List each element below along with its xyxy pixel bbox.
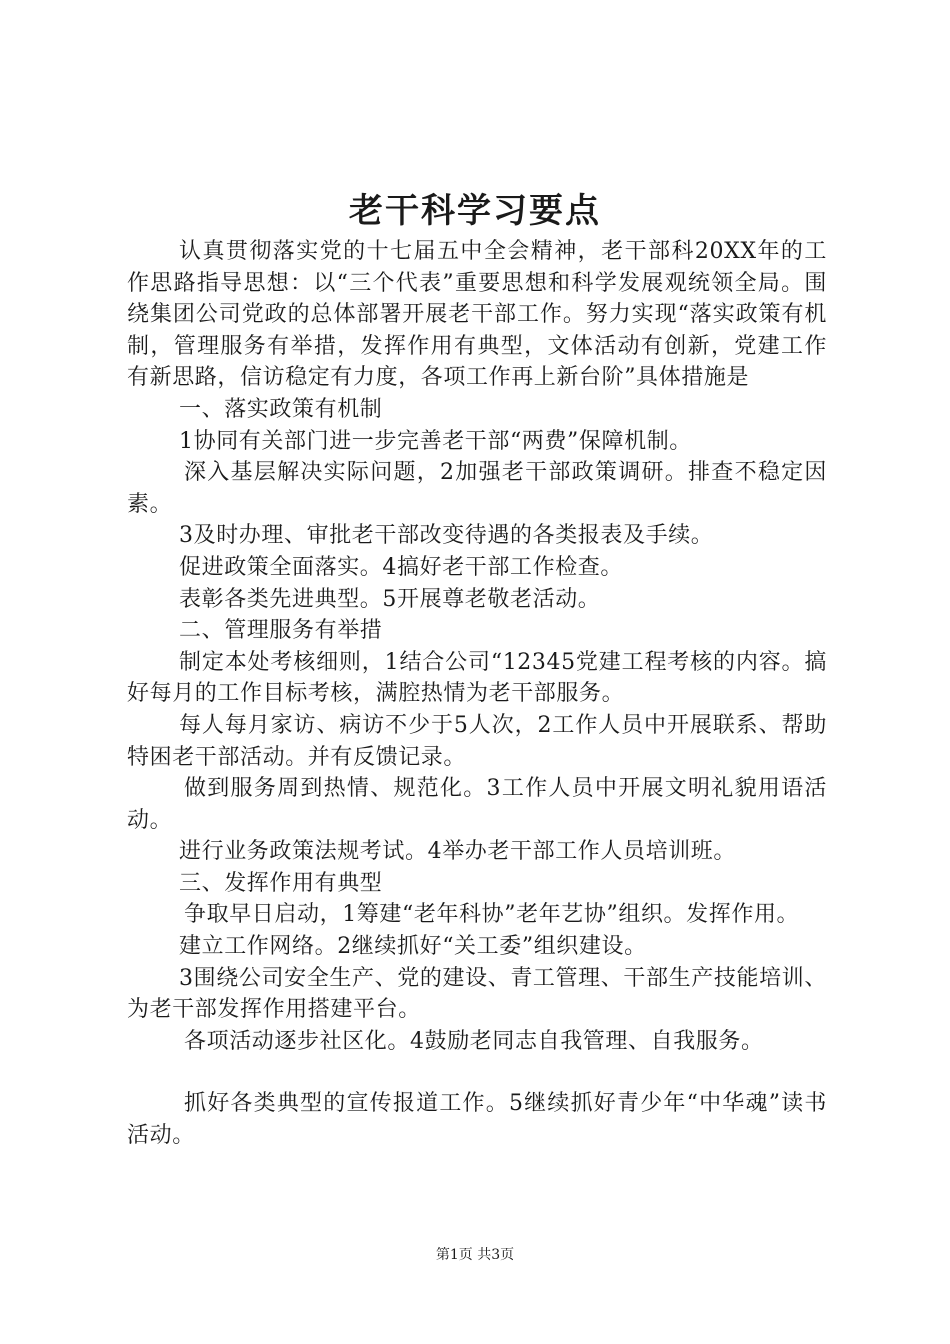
list-item: 进行业务政策法规考试。4举办老干部工作人员培训班。 [179,839,736,865]
section-heading-2: 二、管理服务有举措 [179,618,383,644]
document-title: 老干科学习要点 [349,191,601,231]
list-item: 建立工作网络。2继续抓好“关工委”组织建设。 [179,934,647,960]
list-item: 深入基层解决实际问题，2加强老干部政策调研。排查不稳定因素。 [127,460,827,517]
list-item: 抓好各类典型的宣传报道工作。5继续抓好青少年“中华魂”读书活动。 [127,1091,827,1149]
section-heading-3: 三、发挥作用有典型 [179,870,383,896]
list-item: 各项活动逐步社区化。4鼓励老同志自我管理、自我服务。 [184,1028,764,1054]
list-item: 3及时办理、审批老干部改变待遇的各类报表及手续。 [179,523,714,549]
page-number-footer: 第1页 共3页 [435,1247,515,1263]
intro-paragraph: 认真贯彻落实党的十七届五中全会精神，老干部科20XX年的工作思路指导思想：以“三个代表”重要思想和科学发展观统领全局。围绕集团公司党政的总体部署开展老干部工作。努力实现“落实政策有机制，管理服务有举措，发挥作用有典型，文体活动有创新，党建工作有新思路，信访稳定有力度，各项工作再上新台阶”具体措施是 [127,239,827,391]
list-item: 3围绕公司安全生产、党的建设、青工管理、干部生产技能培训、为老干部发挥作用搭建平台。 [127,965,827,1023]
list-item: 1协同有关部门进一步完善老干部“两费”保障机制。 [179,428,692,454]
document-body [127,236,827,1152]
list-item: 做到服务周到热情、规范化。3工作人员中开展文明礼貌用语活动。 [127,776,827,833]
list-item: 每人每月家访、病访不少于5人次，2工作人员中开展联系、帮助特困老干部活动。并有反馈记录。 [127,712,827,770]
list-item: 争取早日启动，1筹建“老年科协”老年艺协”组织。发挥作用。 [184,902,800,928]
list-item: 表彰各类先进典型。5开展尊老敬老活动。 [179,586,601,612]
paragraph-spacer [127,1057,827,1088]
list-item: 促进政策全面落实。4搞好老干部工作检查。 [179,554,623,580]
section-heading-1: 一、落实政策有机制 [179,396,383,422]
list-item: 制定本处考核细则，1结合公司“12345党建工程考核的内容。搞好每月的工作目标考核，满腔热情为老干部服务。 [127,649,827,707]
